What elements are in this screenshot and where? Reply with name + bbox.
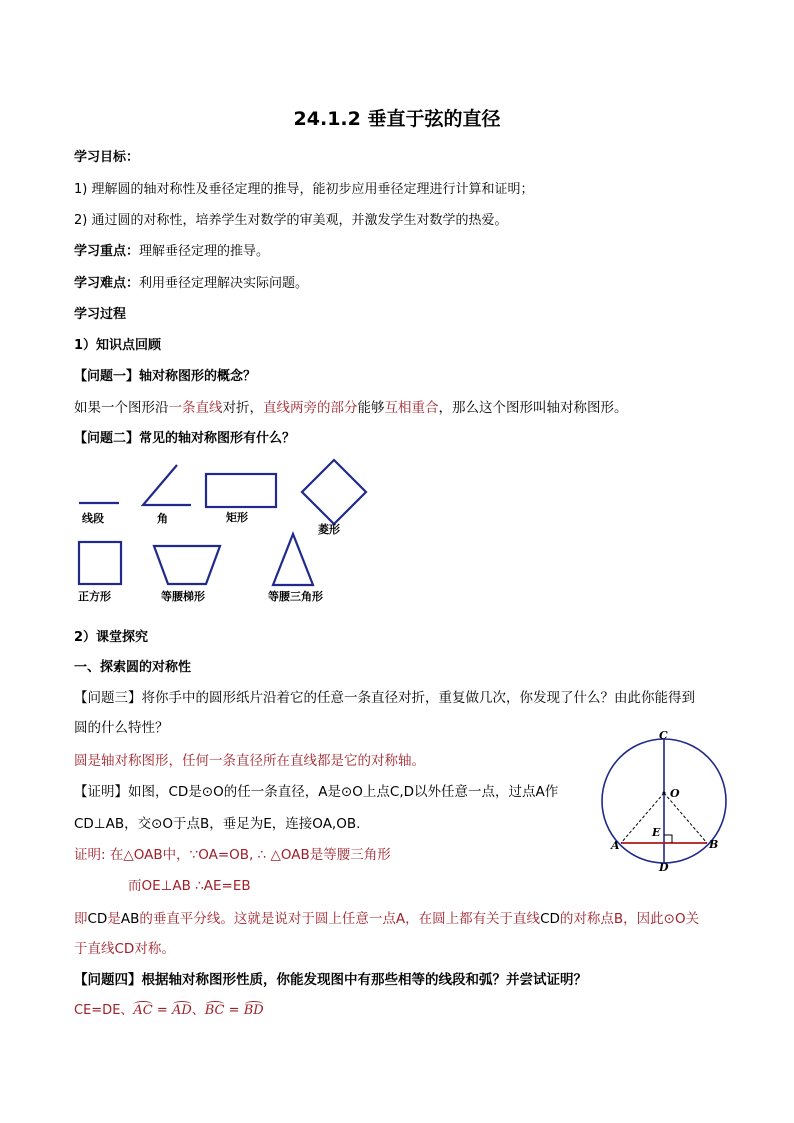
arc-bd: BD (243, 1003, 264, 1018)
key-point-text: 理解垂径定理的推导。 (139, 244, 270, 259)
conclusion-part: 是 (107, 911, 121, 927)
right-angle-mark (664, 835, 672, 843)
difficulty-label: 学习难点： (74, 276, 140, 291)
answer-4 (74, 999, 264, 1018)
equals-sign: = (152, 1003, 172, 1018)
triangle-shape (273, 534, 313, 585)
label-b: B (709, 838, 719, 851)
question-3-line-1: 【问题三】将你手中的圆形纸片沿着它的任意一条直径对折，重复做几次，你发现了什么？由此你能得到 (74, 690, 695, 706)
angle-shape (143, 465, 191, 505)
trapezoid-shape (154, 546, 220, 584)
objective-1: 1) 理解圆的轴对称性及垂径定理的推导，能初步应用垂径定理进行计算和证明； (74, 182, 534, 197)
conclusion-term: AB (120, 911, 140, 927)
section-1-heading: 一、探索圆的对称性 (74, 660, 192, 675)
rectangle-label: 矩形 (226, 511, 248, 524)
separator: 、 (191, 1003, 205, 1018)
answer-3: 圆是轴对称图形，任何一条直径所在直线都是它的对称轴。 (74, 753, 425, 769)
triangle-label: 等腰三角形 (268, 590, 323, 603)
conclusion-term: CD (540, 911, 560, 927)
question-2: 【问题二】常见的轴对称图形有什么？ (74, 431, 296, 446)
explore-heading: 2）课堂探究 (74, 630, 149, 645)
label-o: O (670, 787, 680, 800)
question-4: 【问题四】根据轴对称图形性质，你能发现图中有那些相等的线段和弧？并尝试证明？ (74, 972, 587, 988)
arc-ad: AD (171, 1003, 192, 1018)
arc-bc: BC (204, 1003, 225, 1018)
arc-ac: AC (133, 1003, 153, 1018)
conclusion-part: 的垂直平分线。这就是说对于圆上任意一点A，在圆上都有关于直线 (139, 911, 541, 927)
center-point (663, 792, 666, 795)
angle-label: 角 (157, 512, 168, 525)
conclusion-part: 即 (74, 911, 88, 927)
trapezoid-label: 等腰梯形 (161, 590, 205, 603)
label-c: C (659, 729, 668, 742)
objectives-heading: 学习目标： (74, 150, 140, 165)
difficulty (74, 272, 308, 291)
rectangle-shape (206, 474, 276, 507)
label-d: D (659, 861, 669, 874)
proof-line-4: 而OE⊥AB ∴AE=EB (128, 878, 251, 894)
label-e: E (652, 826, 661, 839)
difficulty-text: 利用垂径定理解决实际问题。 (139, 276, 309, 291)
proof-line-2: CD⊥AB，交⊙O于点B，垂足为E，连接OA,OB. (74, 816, 361, 832)
process-heading: 学习过程 (74, 307, 127, 322)
question-1: 【问题一】轴对称图形的概念？ (74, 369, 257, 384)
review-heading: 1）知识点回顾 (74, 338, 162, 353)
answer-1-part: 能够 (357, 400, 385, 416)
conclusion-term: CD (87, 911, 108, 927)
answer-1-highlight: 互相重合 (384, 400, 439, 416)
objective-2: 2) 通过圆的对称性，培养学生对数学的审美观，并激发学生对数学的热爱。 (74, 213, 508, 228)
equals-sign: = (224, 1003, 244, 1018)
key-point-label: 学习重点： (74, 244, 140, 259)
circle-figure (600, 725, 730, 875)
conclusion-line-1 (74, 907, 699, 927)
rhombus-shape (302, 460, 366, 524)
shapes-figure (0, 450, 420, 610)
conclusion-part: 的对称点B，因此⊙O关 (559, 911, 700, 927)
answer-1-part: ，那么这个图形叫轴对称图形。 (438, 400, 628, 416)
key-point (74, 240, 269, 259)
answer-4-segments: CE=DE、 (74, 1003, 134, 1018)
answer-1-highlight: 一条直线 (168, 400, 223, 416)
question-3-line-2: 圆的什么特性？ (74, 720, 169, 736)
answer-1-part: 如果一个图形沿 (74, 400, 169, 416)
answer-1 (74, 396, 628, 416)
answer-1-highlight: 直线两旁的部分 (263, 400, 358, 416)
proof-line-1: 【证明】如图，CD是⊙O的任一条直径，A是⊙O上点C,D以外任意一点，过点A作 (74, 784, 559, 800)
square-label: 正方形 (78, 590, 111, 603)
page-title: 24.1.2 垂直于弦的直径 (293, 108, 501, 130)
answer-1-part: 对折， (222, 400, 263, 416)
square-shape (79, 542, 121, 584)
conclusion-line-2: 于直线CD对称。 (74, 941, 175, 957)
rhombus-label: 菱形 (318, 523, 340, 536)
segment-label: 线段 (82, 512, 104, 525)
proof-line-3: 证明: 在△OAB中，∵OA=OB, ∴ △OAB是等腰三角形 (74, 847, 391, 863)
label-a: A (611, 839, 620, 852)
